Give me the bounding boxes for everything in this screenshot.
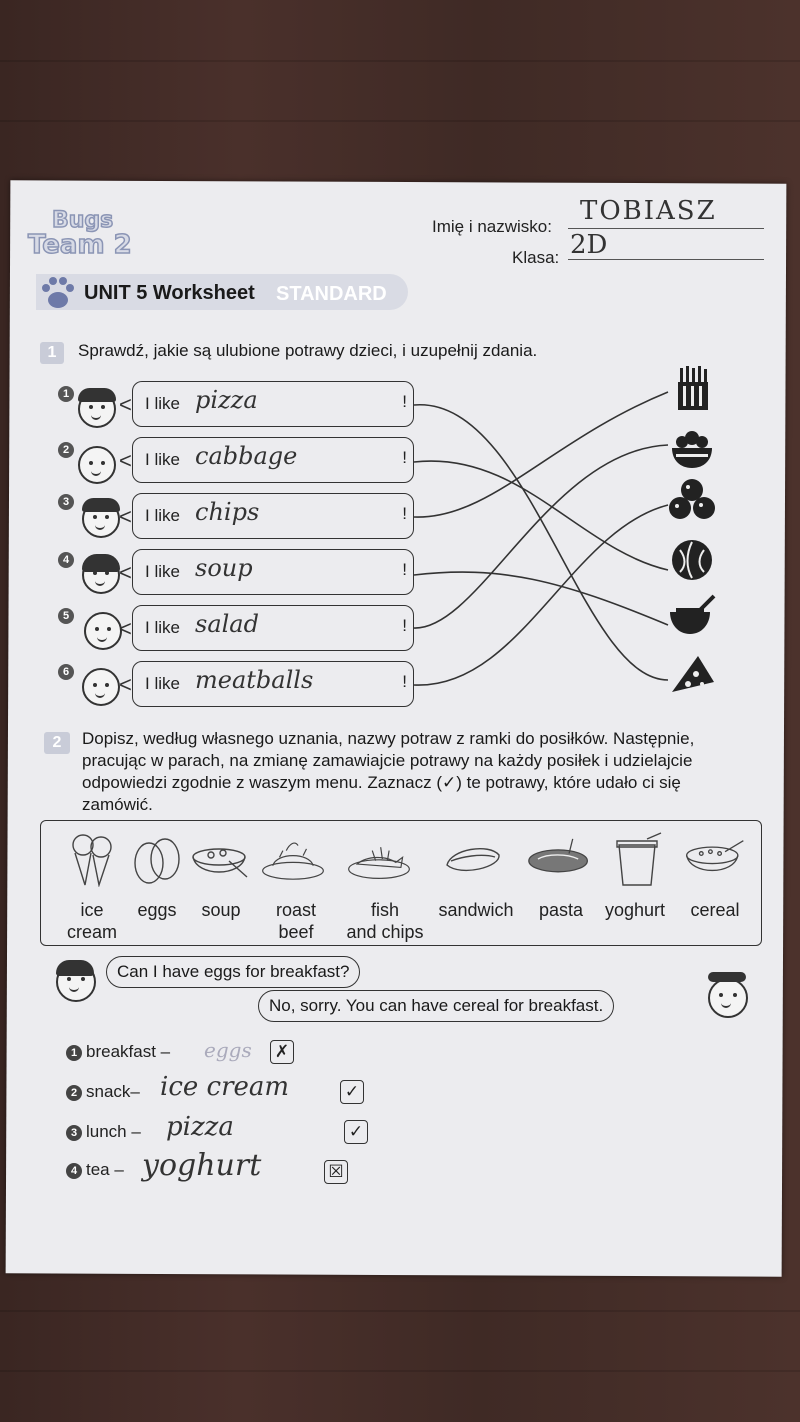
menu-item-cereal: cereal: [690, 900, 740, 920]
lunch-answer[interactable]: pizza: [166, 1112, 234, 1142]
snack-checkbox[interactable]: ✓: [340, 1080, 364, 1104]
pizza-icon: [668, 652, 716, 696]
answer-field[interactable]: cabbage: [195, 442, 298, 470]
lunch-checkbox[interactable]: ✓: [344, 1120, 368, 1144]
bugs-team-logo: Bugs Team 2: [28, 208, 132, 260]
breakfast-answer[interactable]: eggs: [204, 1038, 252, 1062]
item-number: 1: [58, 386, 74, 402]
sandwich-icon: [441, 831, 505, 887]
exercise-1-number: 1: [40, 342, 64, 364]
question-bubble: Can I have eggs for breakfast?: [106, 956, 360, 988]
item-number: 2: [58, 442, 74, 458]
sentence-box: < I like meatballs !: [132, 661, 414, 707]
sentence-box: < I like salad !: [132, 605, 414, 651]
reply-bubble: No, sorry. You can have cereal for breakfast.: [258, 990, 614, 1022]
unit-title: UNIT 5 Worksheet: [84, 282, 255, 304]
meal-lunch: 3 lunch –: [66, 1122, 141, 1142]
eggs-icon: [125, 831, 189, 887]
sentence-box: < I like cabbage !: [132, 437, 414, 483]
class-value[interactable]: 2D: [570, 230, 608, 260]
answer-field[interactable]: pizza: [195, 386, 258, 414]
boy-cap-face-icon: [708, 978, 748, 1018]
answer-field[interactable]: chips: [195, 498, 260, 526]
exercise-2-number: 2: [44, 732, 70, 754]
child-face-icon: [78, 446, 116, 484]
menu-item-eggs: eggs: [137, 900, 177, 920]
cereal-bowl-icon: [683, 831, 747, 887]
item-number: 6: [58, 664, 74, 680]
menu-item-fish-and-chips: fish and chips: [346, 900, 424, 942]
salad-icon: [668, 426, 716, 470]
soup-icon: [668, 592, 716, 636]
paw-icon: [38, 274, 76, 314]
unit-level: STANDARD: [276, 283, 387, 305]
menu-item-roast-beef: roast beef: [275, 900, 317, 942]
chips-icon: [668, 366, 716, 410]
meal-breakfast: 1 breakfast –: [66, 1042, 170, 1062]
tea-checkbox[interactable]: ☒: [324, 1160, 348, 1184]
child-face-icon: [84, 612, 122, 650]
ice-cream-icon: [61, 831, 125, 887]
answer-field[interactable]: meatballs: [195, 666, 314, 694]
matching-lines: [410, 380, 670, 710]
item-number: 5: [58, 608, 74, 624]
exercise-2-instruction: Dopisz, według własnego uznania, nazwy potraw z ramki do posiłków. Następnie, pracując w parach, na zmianę zamawiajcie potrawy na każdy posiłek i udzielajcie odpowiedzi zgodnie z waszym menu. Zaznacz (✓) te potrawy, które udało ci się zamówić.: [82, 729, 695, 814]
menu-item-ice-cream: ice cream: [66, 900, 117, 942]
menu-item-sandwich: sandwich: [438, 900, 514, 920]
sentence-box: < I like pizza !: [132, 381, 414, 427]
answer-field[interactable]: soup: [195, 554, 253, 582]
sentence-box: < I like soup !: [132, 549, 414, 595]
yoghurt-icon: [607, 831, 671, 887]
exercise-1-instruction: Sprawdź, jakie są ulubione potrawy dzieci, i uzupełnij zdania.: [78, 341, 538, 360]
child-face-icon: [78, 390, 116, 428]
menu-item-yoghurt: yoghurt: [604, 900, 666, 920]
name-underline: [568, 228, 764, 229]
girl-face-icon: [56, 962, 96, 1002]
child-face-icon: [82, 500, 120, 538]
fish-and-chips-icon: [347, 831, 411, 887]
menu-item-soup: soup: [201, 900, 241, 920]
meal-tea: 4 tea –: [66, 1160, 124, 1180]
tea-answer[interactable]: yoghurt: [142, 1148, 262, 1183]
pasta-icon: [527, 831, 591, 887]
item-number: 3: [58, 494, 74, 510]
name-label: Imię i nazwisko:: [432, 217, 552, 236]
soup-bowl-icon: [189, 831, 253, 887]
menu-item-pasta: pasta: [538, 900, 584, 920]
cabbage-icon: [668, 538, 716, 582]
sentence-box: < I like chips !: [132, 493, 414, 539]
meatballs-icon: [668, 478, 716, 522]
item-number: 4: [58, 552, 74, 568]
menu-box: [40, 820, 762, 946]
roast-beef-icon: [261, 831, 325, 887]
breakfast-checkbox[interactable]: ✗: [270, 1040, 294, 1064]
child-face-icon: [82, 668, 120, 706]
name-value[interactable]: TOBIASZ: [580, 196, 717, 226]
meal-snack: 2 snack–: [66, 1082, 140, 1102]
snack-answer[interactable]: ice cream: [160, 1072, 290, 1102]
child-face-icon: [82, 556, 120, 594]
answer-field[interactable]: salad: [195, 610, 259, 638]
class-label: Klasa:: [512, 248, 560, 267]
